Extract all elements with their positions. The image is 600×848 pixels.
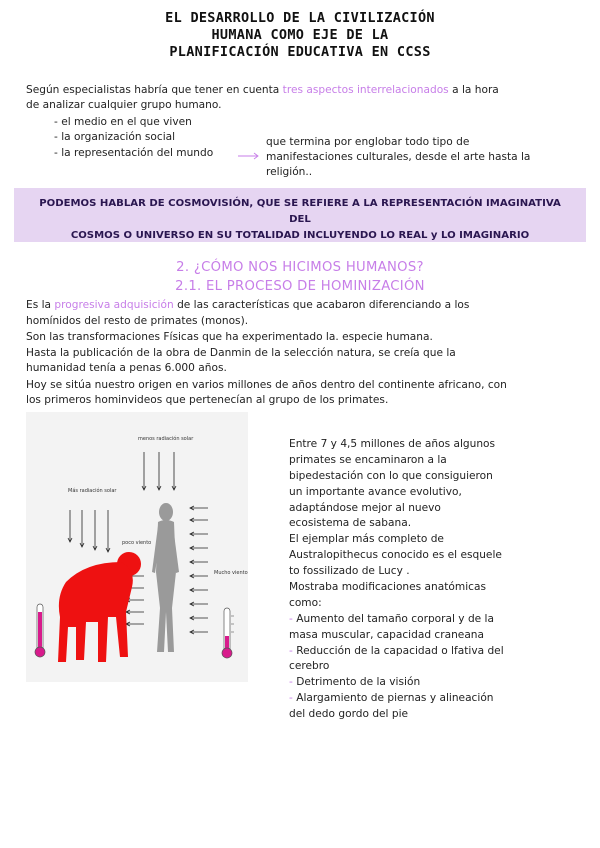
list-item: - la representación del mundo [54,147,214,159]
bullet-text: cerebro [289,660,330,672]
thermometer-right-icon [222,608,234,658]
document-title [120,10,480,61]
side-line: ecosistema de sabana. [289,517,412,529]
intro-text: Según especialistas habría que tener en cuenta [26,84,283,96]
list-item: - el medio en el que viven [54,116,192,128]
cosmovision-banner [14,188,586,242]
label-more-radiation: Más radiación solar [68,488,117,494]
side-line: Entre 7 y 4,5 millones de años algunos [289,438,496,450]
note-line: religión.. [266,166,313,178]
bullet-dash: - [289,645,293,657]
bullet-text: Alargamiento de piernas y alineación [292,692,494,704]
body-line: los primeros hominvideos que pertenecían al grupo de los primates. [26,394,389,406]
body-text: Es la [26,299,55,311]
title-line: EL DESARROLLO DE LA CIVILIZACIÓN [165,10,435,26]
bullet-item [289,691,494,707]
bullet-item [289,628,484,644]
note-line: que termina por englobar todo tipo de [266,136,470,148]
label-little-wind: poco viento [122,540,152,546]
bullet-text: del dedo gordo del pie [289,708,409,720]
side-line: Australopithecus conocido es el esquele [289,549,502,561]
human-silhouette [152,503,179,652]
arrow-right-icon [237,151,261,161]
radiation-arrows-top [142,452,176,490]
banner-line: PODEMOS HABLAR DE COSMOVISIÓN, QUE SE REFIERE A LA REPRESENTACIÓN IMAGINATIVA DEL [39,198,561,225]
section-subheading: 2.1. EL PROCESO DE HOMINIZACIÓN [175,279,425,294]
title-line: PLANIFICACIÓN EDUCATIVA EN CCSS [169,44,431,60]
body-text: de las características que acabaron diferenciando a los [173,299,470,311]
highlight-text: tres aspectos interrelacionados [282,84,449,96]
hominization-figure [26,412,248,682]
bullet-text: Reducción de la capacidad o lfativa del [292,645,504,657]
body-line: Hoy se sitúa nuestro origen en varios millones de años dentro del continente africano, con [26,379,507,391]
side-line: Mostraba modificaciones anatómicas [289,581,486,593]
bullet-text: Detrimento de la visión [292,676,421,688]
bullet-item [289,659,329,675]
bullet-dash: - [289,692,293,704]
body-line: Hasta la publicación de la obra de Danmin de la selección natura, se creía que la [26,347,456,359]
bullet-text: masa muscular, capacidad craneana [289,629,485,641]
bullet-item [289,675,420,691]
side-line: bipedestación con lo que consiguieron [289,470,493,482]
side-line: adaptándose mejor al nuevo [289,502,441,514]
banner-line: COSMOS O UNIVERSO EN SU TOTALIDAD INCLUYENDO LO REAL y LO IMAGINARIO [70,230,530,241]
side-line: un importante avance evolutivo, [289,486,462,498]
highlight-text: progresiva adquisición [54,299,174,311]
section-heading: 2. ¿CÓMO NOS HICIMOS HUMANOS? [176,260,424,275]
bullet-dash: - [289,613,293,625]
body-line: homínidos del resto de primates (monos). [26,315,249,327]
bullet-item [289,707,408,723]
side-line: El ejemplar más completo de [289,533,444,545]
body-line: Son las transformaciones Físicas que ha experimentado la. especie humana. [26,331,433,343]
bullet-item [289,612,494,628]
title-line: HUMANA COMO EJE DE LA [211,27,389,43]
label-much-wind: Mucho viento [214,570,248,576]
side-line: como: [289,597,322,609]
figure-drawing [26,412,248,682]
intro-line: de analizar cualquier grupo humano. [26,99,222,111]
bullet-item [289,644,504,660]
label-less-radiation: menos radiación solar [138,436,194,442]
note-line: manifestaciones culturales, desde el arte hasta la [266,151,531,163]
list-item: - la organización social [54,131,176,143]
intro-line [26,83,499,98]
body-line [26,298,469,313]
ape-silhouette [58,552,141,662]
body-line: humanidad tenía a penas 6.000 años. [26,362,227,374]
bullet-text: Aumento del tamaño corporal y de la [292,613,494,625]
bullet-dash: - [289,676,293,688]
thermometer-left-icon [35,604,45,657]
side-line: primates se encaminaron a la [289,454,447,466]
side-line: to fossilizado de Lucy . [289,565,410,577]
intro-text: a la hora [448,84,499,96]
radiation-arrows-left [68,510,110,552]
